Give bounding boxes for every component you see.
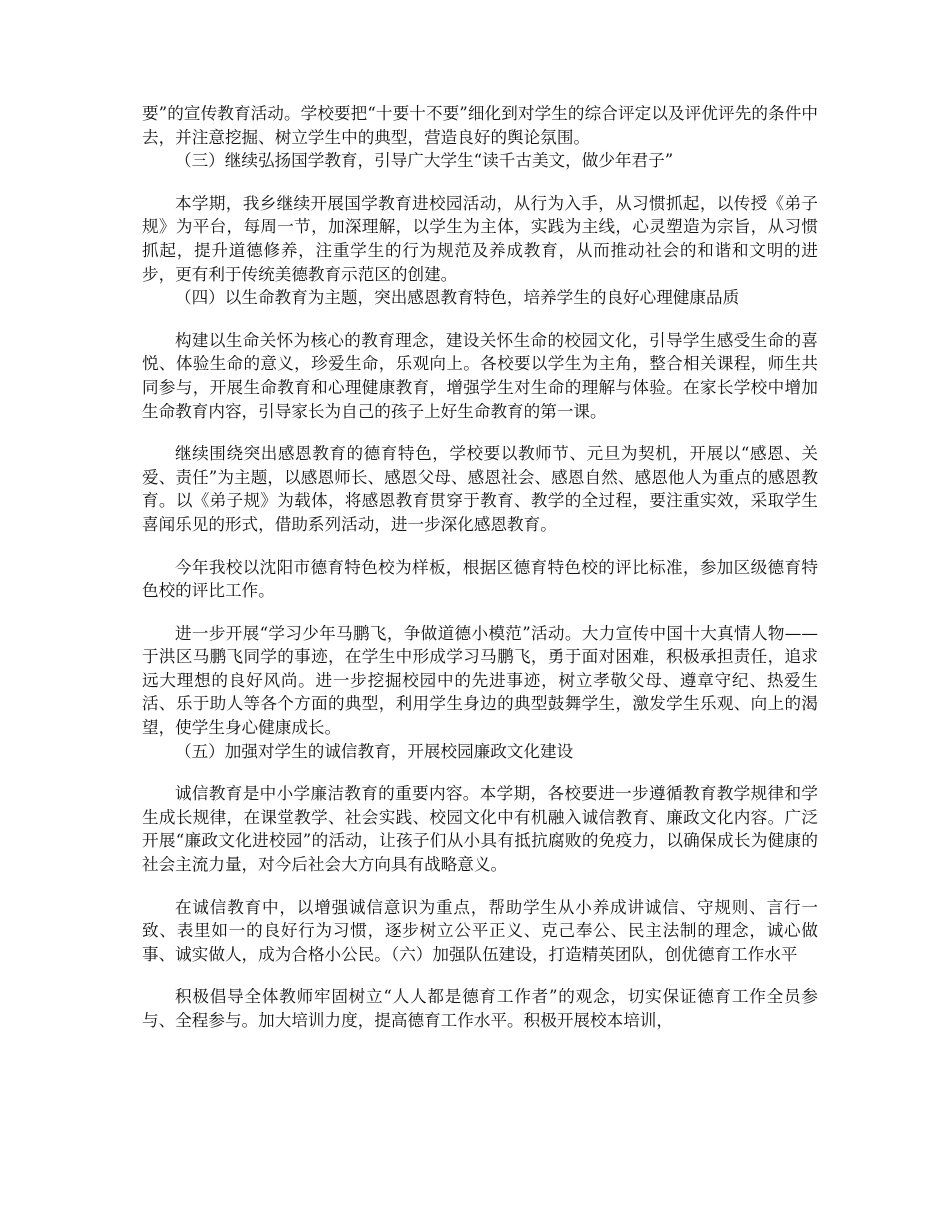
- paragraph-continuation: 要”的宣传教育活动。学校要把“十要十不要”细化到对学生的综合评定以及评优评先的条件中去，并注意挖掘、树立学生中的典型，营造良好的舆论氛围。: [142, 104, 818, 147]
- paragraph-gratitude: 继续围绕突出感恩教育的德育特色，学校要以教师节、元旦为契机，开展以“感恩、关爱、责任”为主题，以感恩师长、感恩父母、感恩社会、感恩自然、感恩他人为重点的感恩教育。以《弟子规》为载体，将感恩教育贯穿于教育、教学的全过程，要注重实效，采取学生喜闻乐见的形式，借助系列活动，进一步深化感恩教育。: [142, 444, 818, 534]
- section-heading-4: （四）以生命教育为主题，突出感恩教育特色，培养学生的良好心理健康品质: [175, 288, 740, 308]
- section-heading-5: （五）加强对学生的诚信教育，开展校园廉政文化建设: [175, 741, 574, 761]
- paragraph-feature-school: 今年我校以沈阳市德育特色校为样板，根据区德育特色校的评比标准，参加区级德育特色校的评比工作。: [142, 557, 818, 601]
- paragraph-ma-pengfei: 进一步开展“学习少年马鹏飞，争做道德小模范”活动。大力宣传中国十大真情人物——于洪区马鹏飞同学的事迹，在学生中形成学习马鹏飞，勇于面对困难，积极承担责任，追求远大理想的良好风尚。进一步挖掘校园中的先进事迹，树立孝敬父母、遵章守纪、热爱生活、乐于助人等各个方面的典型，利用学生身边的典型鼓舞学生，激发学生乐观、向上的渴望，使学生身心健康成长。: [142, 623, 818, 738]
- document-body: [142, 102, 818, 1033]
- section-heading-3: （三）继续弘扬国学教育，引导广大学生“读千古美文，做少年君子”: [175, 151, 674, 171]
- paragraph-integrity-awareness: 在诚信教育中，以增强诚信意识为重点，帮助学生从小养成讲诚信、守规则、言行一致、表里如一的良好行为习惯，逐步树立公平正义、克己奉公、民主法制的理念，诚心做事、诚实做人，成为合格小公民。（六）加强队伍建设，打造精英团队，创优德育工作水平: [142, 897, 818, 964]
- paragraph-team-building: 积极倡导全体教师牢固树立“人人都是德育工作者”的观念，切实保证德育工作全员参与、全程参与。加大培训力度，提高德育工作水平。积极开展校本培训，: [142, 987, 818, 1030]
- paragraph-life-education: 构建以生命关怀为核心的教育理念，建设关怀生命的校园文化，引导学生感受生命的喜悦、体验生命的意义，珍爱生命，乐观向上。各校要以学生为主角，整合相关课程，师生共同参与，开展生命教育和心理健康教育，增强学生对生命的理解与体验。在家长学校中增加生命教育内容，引导家长为自己的孩子上好生命教育的第一课。: [142, 330, 818, 421]
- paragraph-guoxue: 本学期，我乡继续开展国学教育进校园活动，从行为入手，从习惯抓起，以传授《弟子规》为平台，每周一节，加深理解，以学生为主体，实践为主线，心灵塑造为宗旨，从习惯抓起，提升道德修养，注重学生的行为规范及养成教育，从而推动社会的和谐和文明的进步，更有利于传统美德教育示范区的创建。: [142, 193, 818, 284]
- paragraph-integrity: 诚信教育是中小学廉洁教育的重要内容。本学期，各校要进一步遵循教育教学规律和学生成长规律，在课堂教学、社会实践、校园文化中有机融入诚信教育、廉政文化内容。广泛开展“廉政文化进校园”的活动，让孩子们从小具有抵抗腐败的免疫力，以确保成长为健康的社会主流力量，对今后社会大方向具有战略意义。: [142, 784, 818, 875]
